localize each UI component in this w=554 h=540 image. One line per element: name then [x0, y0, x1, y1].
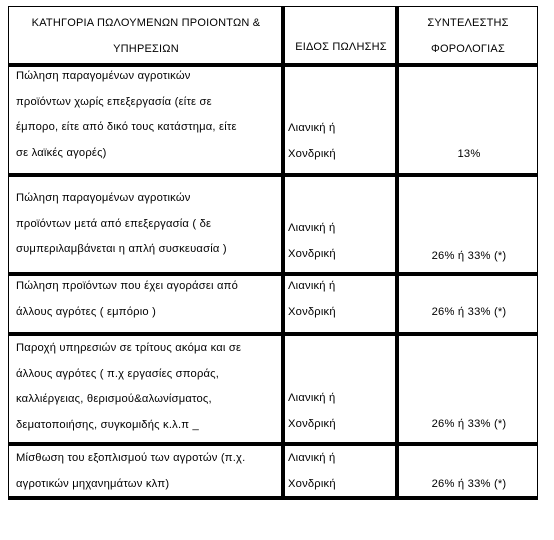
row-4-sale-type: [288, 386, 398, 437]
header-tax-rate: [400, 10, 536, 62]
row-3-sale-line: Λιανική ή: [288, 280, 336, 292]
row-4-sale-line: Χονδρική: [288, 417, 336, 430]
column-divider-1: [281, 6, 285, 500]
row-1-tax-rate: [404, 142, 534, 168]
row-2-sale-line: Λιανική ή: [288, 222, 336, 234]
row-5-sale-line: Χονδρική: [288, 477, 336, 490]
row-2-category-line: Πώληση παραγομένων αγροτικών: [16, 192, 191, 204]
header-category-line2: ΥΠΗΡΕΣΙΩΝ: [113, 43, 179, 55]
row-4-category-line: Παροχή υπηρεσιών σε τρίτους ακόμα και σε: [16, 342, 242, 354]
row-5-category: [16, 446, 280, 497]
row-4-category-line: άλλους αγρότες ( π.χ εργασίες σποράς,: [16, 367, 220, 380]
row-1-category-line: σε λαϊκές αγορές): [16, 146, 107, 159]
header-sale-type-text: ΕΙΔΟΣ ΠΩΛΗΣΗΣ: [295, 41, 387, 53]
row-4-category: [16, 336, 280, 438]
row-1-category-line: Πώληση παραγομένων αγροτικών: [16, 70, 191, 82]
row-2-sale-line: Χονδρική: [288, 247, 336, 260]
row-3-category-line: άλλους αγρότες ( εμπόριο ): [16, 305, 157, 318]
row-3-sale-type: [288, 274, 398, 325]
border-right: [537, 6, 538, 500]
row-1-sale-line: Χονδρική: [288, 147, 336, 160]
row-3-sale-line: Χονδρική: [288, 305, 336, 318]
row-5-sale-type: [288, 446, 398, 497]
header-category: [12, 10, 280, 62]
row-1-rate-value: 13%: [457, 148, 481, 160]
row-4-rate-value: 26% ή 33% (*): [431, 418, 507, 430]
row-4-category-line: δεματοποιήσης, συγκομιδής κ.λ.π _: [16, 418, 199, 431]
tax-rate-table: [8, 6, 538, 500]
row-1-sale-line: Λιανική ή: [288, 122, 336, 134]
border-left: [8, 6, 9, 500]
header-sale-type: [286, 34, 396, 60]
row-5-tax-rate: [404, 472, 534, 498]
border-top: [8, 6, 538, 7]
row-1-category-line: προϊόντων χωρίς επεξεργασία (είτε σε: [16, 95, 212, 108]
row-5-category-line: Μίσθωση του εξοπλισμού των αγροτών (π.χ.: [16, 452, 246, 464]
row-5-sale-line: Λιανική ή: [288, 452, 336, 464]
row-2-category: [16, 186, 280, 263]
header-category-line1: ΚΑΤΗΓΟΡΙΑ ΠΩΛΟΥΜΕΝΩΝ ΠΡΟΙΟΝΤΩΝ &: [31, 17, 261, 29]
row-5-rate-value: 26% ή 33% (*): [431, 478, 507, 490]
row-3-category-line: Πώληση προϊόντων που έχει αγοράσει από: [16, 280, 239, 292]
row-2-rate-value: 26% ή 33% (*): [431, 250, 507, 262]
row-3-rate-value: 26% ή 33% (*): [431, 306, 507, 318]
row-3-category: [16, 274, 280, 325]
header-tax-line2: ΦΟΡΟΛΟΓΙΑΣ: [431, 43, 505, 55]
row-1-category: [16, 64, 280, 166]
row-2-category-line: συμπεριλαμβάνεται η απλή συσκευασία ): [16, 243, 227, 255]
row-divider-2: [8, 173, 538, 177]
header-tax-line1: ΣΥΝΤΕΛΕΣΤΗΣ: [427, 17, 509, 29]
row-4-tax-rate: [404, 412, 534, 438]
row-2-tax-rate: [404, 244, 534, 270]
row-1-category-line: έμπορο, είτε από δικό τους κατάστημα, είτε: [16, 121, 237, 133]
row-2-sale-type: [288, 216, 398, 267]
row-2-category-line: προϊόντων μετά από επεξεργασία ( δε: [16, 217, 212, 230]
row-5-category-line: αγροτικών μηχανημάτων κλπ): [16, 477, 170, 490]
row-3-tax-rate: [404, 300, 534, 326]
row-4-category-line: καλλιέργειας, θερισμού&αλωνίσματος,: [16, 393, 212, 405]
row-4-sale-line: Λιανική ή: [288, 392, 336, 404]
row-1-sale-type: [288, 116, 398, 167]
